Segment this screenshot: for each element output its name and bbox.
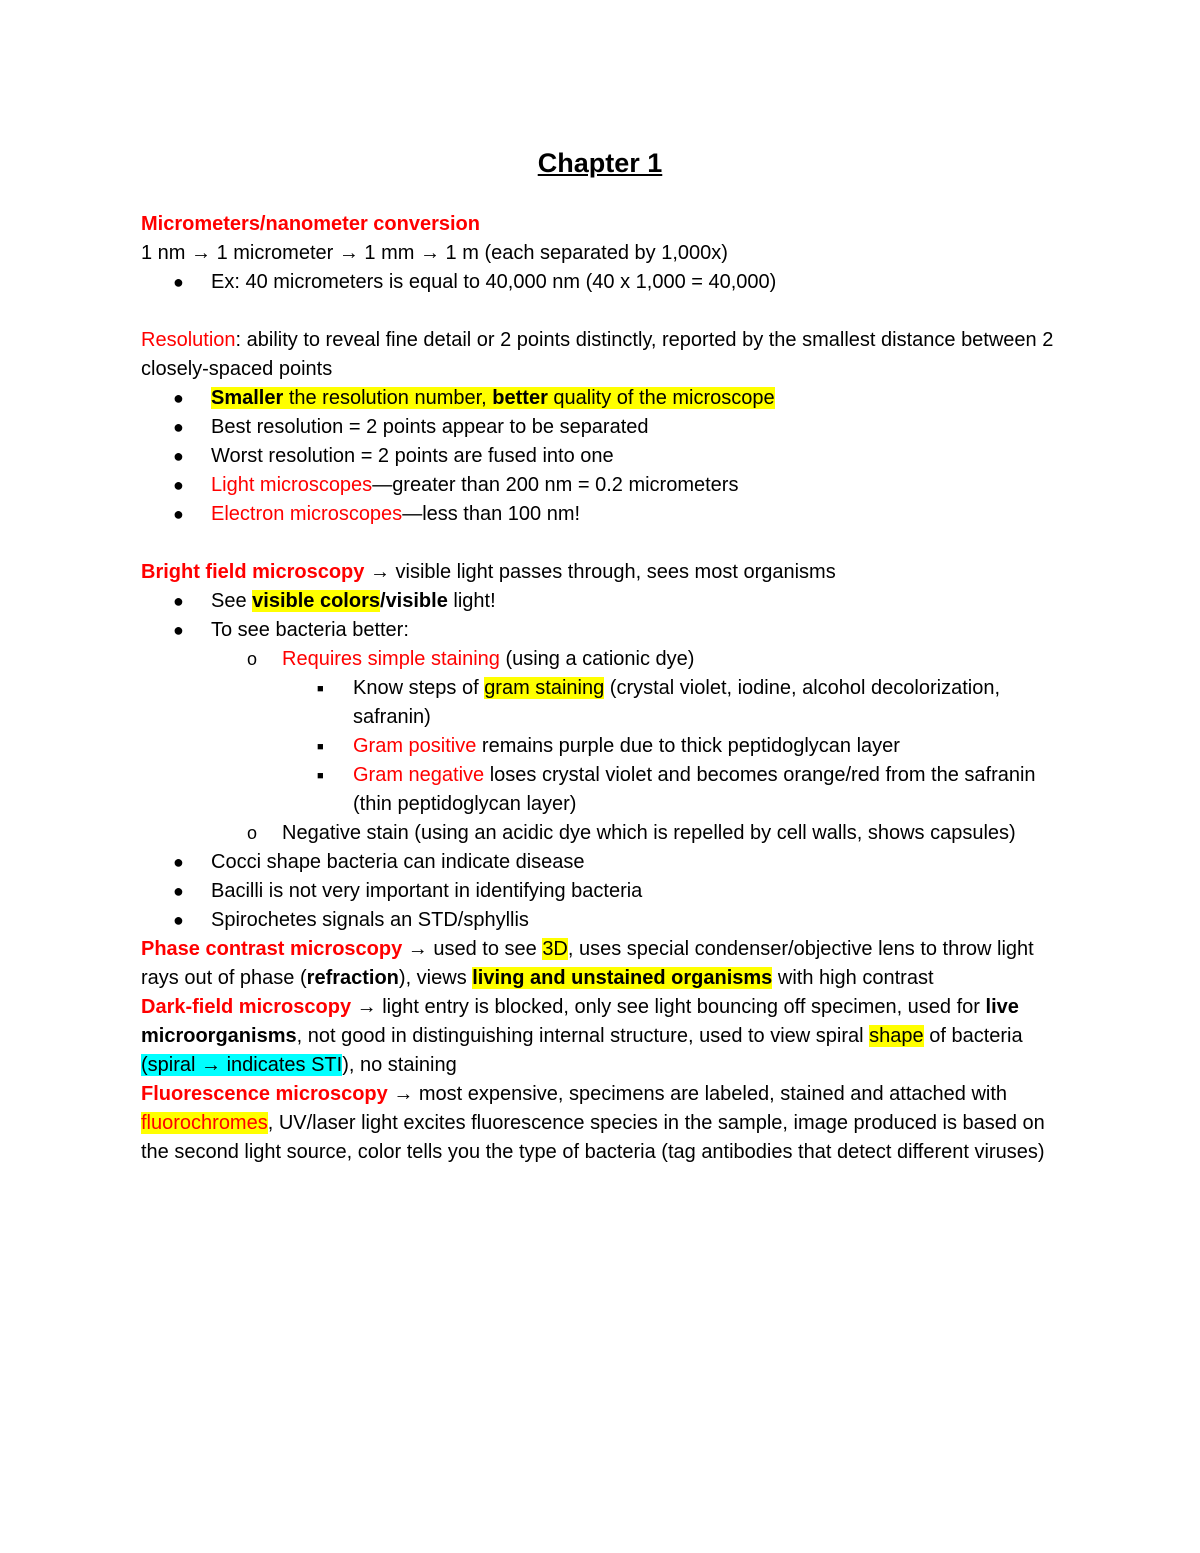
bullet-disc-icon: ● [173, 272, 184, 292]
phase-text-2: , uses special condenser/objective lens to throw light rays out of phase ( [141, 938, 1034, 989]
conversion-nm: 1 nm [141, 242, 186, 264]
bullet-disc-icon: ● [173, 591, 184, 611]
dark-field-term: Dark-field microscopy [141, 996, 352, 1018]
better-text: better [492, 387, 548, 409]
conversion-micrometer: 1 micrometer [216, 242, 334, 264]
bullet-disc-icon: ● [173, 446, 184, 466]
smaller-text: Smaller [211, 387, 284, 409]
electron-microscopes-text: —less than 100 nm! [402, 503, 581, 525]
gram-staining-text: gram staining [484, 677, 605, 699]
gram-positive-term: Gram positive [353, 735, 477, 757]
list-item [141, 471, 1071, 500]
arrow-icon: → [191, 242, 212, 264]
fluorochromes-text: fluorochromes [141, 1112, 268, 1134]
spirochetes-text: Spirochetes signals an STD/sphyllis [211, 909, 529, 931]
conversion-m: 1 m (each separated by 1,000x) [445, 242, 728, 264]
dark-text-2: , not good in distinguishing internal structure, used to view spiral [296, 1025, 870, 1047]
bacilli-text: Bacilli is not very important in identifying bacteria [211, 880, 643, 902]
bullet-square-icon: ■ [317, 770, 324, 782]
to-see-bacteria-text: To see bacteria better: [211, 619, 409, 641]
bullet-disc-icon: ● [173, 504, 184, 524]
requires-staining-text: (using a cationic dye) [499, 648, 695, 670]
list-item [141, 645, 1071, 674]
dark-field-paragraph [141, 993, 1071, 1080]
list-item [141, 413, 1071, 442]
fluorescence-text-2: , UV/laser light excites fluorescence species in the sample, image produced is based on the second light source, color tells you the type of bacteria (tag antibodies that detect different viruses) [141, 1112, 1045, 1163]
phase-text-3: ), views [398, 967, 473, 989]
arrow-icon: → [356, 996, 377, 1018]
bright-field-term: Bright field microscopy [141, 561, 365, 583]
resolution-definition [141, 326, 1071, 384]
visible-colors-text: visible colors [252, 590, 380, 612]
visible-text: visible [385, 590, 448, 612]
three-d-text: 3D [542, 938, 568, 960]
bullet-disc-icon: ● [173, 417, 184, 437]
phase-contrast-paragraph [141, 935, 1071, 993]
bright-field-list [141, 587, 1071, 935]
see-text: See [211, 590, 253, 612]
fluorescence-text-1: most expensive, specimens are labeled, stained and attached with [413, 1083, 1008, 1105]
shape-text: shape [869, 1025, 924, 1047]
conversion-list [141, 268, 1071, 297]
dark-text-4: ), no staining [342, 1054, 457, 1076]
resolution-term: Resolution [141, 329, 236, 351]
bullet-disc-icon: ● [173, 388, 184, 408]
bullet-disc-icon: ● [173, 910, 184, 930]
resolution-text: : ability to reveal fine detail or 2 points distinctly, reported by the smallest distance between 2 closely-spaced points [141, 329, 1054, 380]
list-item [141, 877, 1071, 906]
list-item [141, 500, 1071, 529]
cocci-text: Cocci shape bacteria can indicate disease [211, 851, 585, 873]
notes-body [141, 210, 1071, 1167]
bullet-square-icon: ■ [317, 683, 324, 695]
requires-staining-term: Requires simple staining [282, 648, 500, 670]
dark-text-3: of bacteria [923, 1025, 1023, 1047]
gram-steps-text: (crystal violet, iodine, alcohol decolorization, safranin) [353, 677, 1001, 728]
resolution-end-text: quality of the microscope [547, 387, 775, 409]
arrow-icon: → [419, 242, 440, 264]
list-item [141, 674, 1071, 732]
gram-positive-text: remains purple due to thick peptidoglycan layer [476, 735, 900, 757]
phase-contrast-term: Phase contrast microscopy [141, 938, 403, 960]
bullet-square-icon: ■ [317, 741, 324, 753]
refraction-text: refraction [306, 967, 399, 989]
indicates-sti-text: indicates STI [221, 1054, 343, 1076]
conversion-line [141, 239, 1071, 268]
living-organisms-text: living and unstained organisms [472, 967, 773, 989]
bright-field-heading [141, 558, 1071, 587]
arrow-icon: → [201, 1054, 222, 1076]
arrow-icon: → [393, 1083, 414, 1105]
bullet-disc-icon: ● [173, 620, 184, 640]
fluorescence-term: Fluorescence microscopy [141, 1083, 388, 1105]
best-resolution-text: Best resolution = 2 points appear to be separated [211, 416, 649, 438]
gram-negative-term: Gram negative [353, 764, 485, 786]
electron-microscopes-term: Electron microscopes [211, 503, 403, 525]
arrow-icon: → [407, 938, 428, 960]
gram-negative-text: loses crystal violet and becomes orange/red from the safranin (thin peptidoglycan layer) [353, 764, 1036, 815]
arrow-icon: → [369, 561, 390, 583]
phase-text-1: used to see [427, 938, 543, 960]
spiral-text: (spiral [141, 1054, 196, 1076]
light-microscopes-term: Light microscopes [211, 474, 373, 496]
negative-stain-text: Negative stain (using an acidic dye which is repelled by cell walls, shows capsules) [282, 822, 1016, 844]
light-microscopes-text: —greater than 200 nm = 0.2 micrometers [372, 474, 739, 496]
list-item [141, 848, 1071, 877]
bright-field-text: visible light passes through, sees most organisms [389, 561, 836, 583]
bullet-circle-icon: o [247, 823, 258, 843]
conversion-heading: Micrometers/nanometer conversion [141, 213, 480, 235]
fluorescence-paragraph [141, 1080, 1071, 1167]
list-item [141, 587, 1071, 616]
light-text: light! [447, 590, 496, 612]
list-item [141, 819, 1071, 848]
dark-text-1: light entry is blocked, only see light bouncing off specimen, used for [376, 996, 986, 1018]
bullet-disc-icon: ● [173, 881, 184, 901]
list-item [141, 442, 1071, 471]
arrow-icon: → [338, 242, 359, 264]
conversion-example: Ex: 40 micrometers is equal to 40,000 nm (40 x 1,000 = 40,000) [211, 271, 777, 293]
conversion-mm: 1 mm [364, 242, 415, 264]
bullet-disc-icon: ● [173, 852, 184, 872]
bullet-disc-icon: ● [173, 475, 184, 495]
list-item [141, 384, 1071, 413]
slash-text: / [380, 590, 386, 612]
list-item [141, 268, 1071, 297]
list-item [141, 732, 1071, 761]
list-item [141, 761, 1071, 819]
list-item [141, 616, 1071, 645]
live-microorganisms-text: live microorganisms [141, 996, 1019, 1047]
resolution-mid-text: the resolution number, [283, 387, 493, 409]
page-title: Chapter 1 [537, 148, 663, 178]
list-item [141, 906, 1071, 935]
worst-resolution-text: Worst resolution = 2 points are fused into one [211, 445, 614, 467]
know-steps-text: Know steps of [353, 677, 485, 699]
resolution-list [141, 384, 1071, 529]
bullet-circle-icon: o [247, 649, 258, 669]
phase-text-4: with high contrast [772, 967, 934, 989]
